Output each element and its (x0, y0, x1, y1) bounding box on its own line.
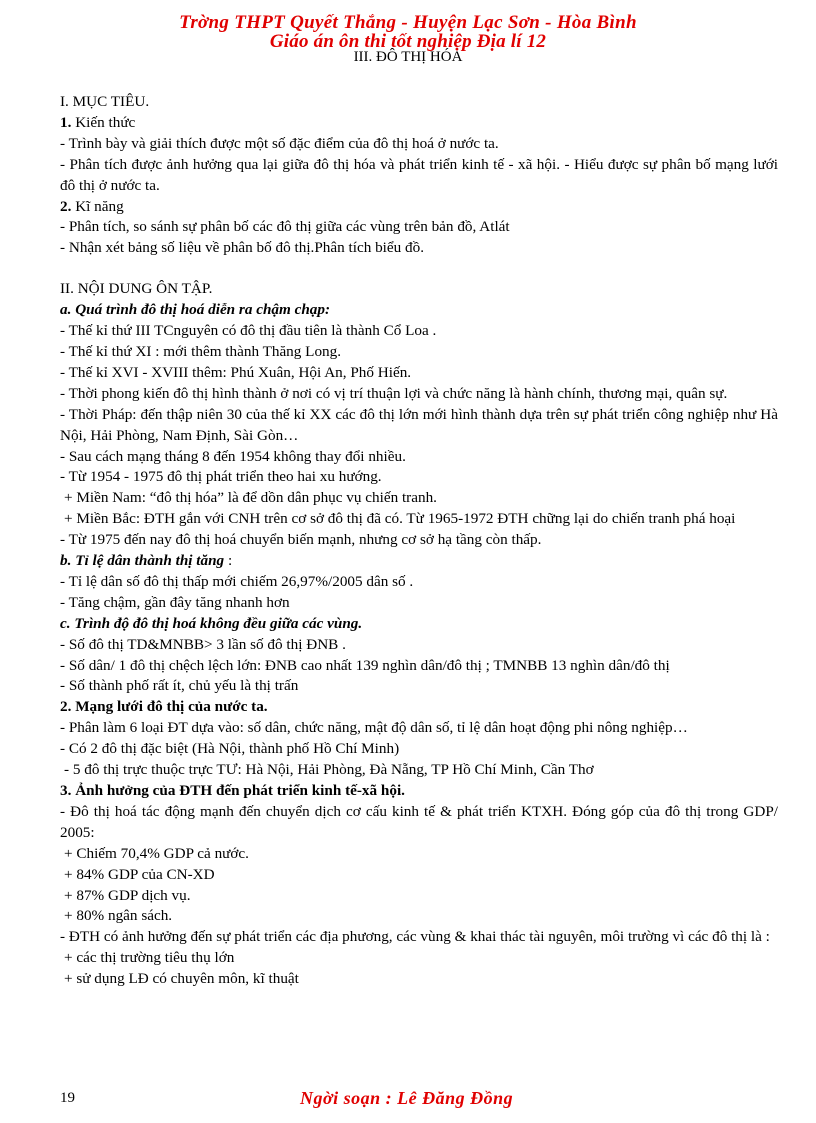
subsection-b-title (60, 551, 778, 572)
paragraph: - Thế kỉ thứ XI : mới thêm thành Thăng Long. (60, 342, 342, 360)
section-3-title: 3. Ảnh hưởng của ĐTH đến phát triển kinh tế-xã hội. (60, 782, 405, 799)
subheading-number: 2. (60, 197, 72, 215)
subsection-b-colon: : (224, 552, 233, 570)
subheading-knowledge (60, 113, 778, 134)
paragraph: - Số dân/ 1 đô thị chệch lệch lớn: ĐNB cao nhất 139 nghìn dân/đô thị ; TMNBB 13 nghìn dân/đô thị (60, 656, 670, 674)
paragraph: - Thế kỉ XVI - XVIII thêm: Phú Xuân, Hội An, Phố Hiến. (60, 363, 412, 381)
paragraph: - Đô thị hoá tác động mạnh đến chuyển dịch cơ cấu kinh tế & phát triển KTXH. Đóng góp của đô thị trong GDP/ 2005: (60, 802, 778, 841)
paragraph: + Miền Nam: “đô thị hóa” là để dồn dân phục vụ chiến tranh. (64, 489, 437, 507)
header-school: Trờng THPT Quyết Thắng - Huyện Lạc Sơn - Hòa Bình (179, 12, 637, 33)
paragraph: + sử dụng LĐ có chuyên môn, kĩ thuật (64, 970, 299, 988)
paragraph: + 87% GDP dịch vụ. (64, 886, 191, 904)
document-body (60, 92, 778, 990)
section-heading-objectives: I. MỤC TIÊU. (60, 93, 150, 110)
paragraph: + Chiếm 70,4% GDP cả nước. (64, 844, 249, 862)
paragraph: - Phân tích được ảnh hưởng qua lại giữa đô thị hóa và phát triển kinh tế - xã hội. - Hiểu được sự phân bố mạng lưới đô thị ở nước ta. (60, 155, 778, 194)
section-heading-content: II. NỘI DUNG ÔN TẬP. (60, 280, 213, 298)
paragraph: - Sau cách mạng tháng 8 đến 1954 không thay đổi nhiều. (60, 447, 406, 465)
paragraph: - Tăng chậm, gần đây tăng nhanh hơn (60, 593, 290, 611)
paragraph: - Thời phong kiến đô thị hình thành ở nơi có vị trí thuận lợi và chức năng là hành chính, thương mại, quân sự. (60, 384, 728, 402)
subheading-label: Kiến thức (71, 113, 136, 131)
header-subtitle: Giáo án ôn thi tốt nghiệp Địa lí 12 (269, 31, 547, 52)
paragraph: + 80% ngân sách. (64, 907, 173, 925)
paragraph: - Thế kỉ thứ III TCnguyên có đô thị đầu tiên là thành Cổ Loa . (60, 322, 437, 340)
section-2-title: 2. Mạng lưới đô thị của nước ta. (60, 698, 268, 716)
subheading-label: Kĩ năng (71, 197, 124, 215)
paragraph: - Số đô thị TD&MNBB> 3 lần số đô thị ĐNB . (60, 635, 346, 653)
paragraph: + các thị trường tiêu thụ lớn (64, 949, 235, 967)
paragraph: - Số thành phố rất ít, chủ yếu là thị trấn (60, 677, 299, 695)
subheading-skills (60, 197, 778, 218)
footer-author: Ngời soạn : Lê Đăng Đồng (300, 1088, 514, 1108)
paragraph: - Có 2 đô thị đặc biệt (Hà Nội, thành phố Hồ Chí Minh) (60, 740, 400, 758)
page-title: III. ĐÔ THỊ HÓA (353, 49, 463, 65)
paragraph: - Trình bày và giải thích được một số đặc điểm của đô thị hoá ở nước ta. (60, 134, 499, 152)
paragraph: - Nhận xét bảng số liệu về phân bố đô thị.Phân tích biểu đồ. (60, 239, 425, 257)
paragraph: - Từ 1975 đến nay đô thị hoá chuyển biến mạnh, nhưng cơ sở hạ tầng còn thấp. (60, 531, 542, 549)
paragraph: + Miền Bắc: ĐTH gắn với CNH trên cơ sở đô thị đã có. Từ 1965-1972 ĐTH chững lại do chiến tranh phá hoại (64, 510, 736, 528)
subsection-b-label: b. Tỉ lệ dân thành thị tăng (60, 552, 225, 570)
paragraph: - Từ 1954 - 1975 đô thị phát triển theo hai xu hướng. (60, 468, 382, 486)
page-number: 19 (60, 1090, 75, 1106)
paragraph: - Phân tích, so sánh sự phân bố các đô thị giữa các vùng trên bản đồ, Atlát (60, 218, 510, 236)
paragraph: - Phân làm 6 loại ĐT dựa vào: số dân, chức năng, mật độ dân số, tỉ lệ dân hoạt động phi nông nghiệp… (60, 719, 688, 737)
paragraph: + 84% GDP của CN-XD (64, 865, 215, 883)
paragraph: - ĐTH có ảnh hưởng đến sự phát triển các địa phương, các vùng & khai thác tài nguyên, môi trường vì các đô thị là : (60, 928, 770, 946)
subheading-number: 1. (60, 113, 72, 131)
paragraph: - Tỉ lệ dân số đô thị thấp mới chiếm 26,97%/2005 dân số . (60, 572, 414, 590)
subsection-c-title: c. Trình độ đô thị hoá không đều giữa các vùng. (60, 614, 363, 632)
subsection-a-title: a. Quá trình đô thị hoá diễn ra chậm chạp: (60, 301, 331, 319)
paragraph: - Thời Pháp: đến thập niên 30 của thế kỉ XX các đô thị lớn mới hình thành dựa trên sự phát triển công nghiệp như Hà Nội, Hải Phòng, Nam Định, Sài Gòn… (60, 405, 778, 444)
paragraph: - 5 đô thị trực thuộc trực TƯ: Hà Nội, Hải Phòng, Đà Nẵng, TP Hồ Chí Minh, Cần Thơ (64, 761, 594, 779)
